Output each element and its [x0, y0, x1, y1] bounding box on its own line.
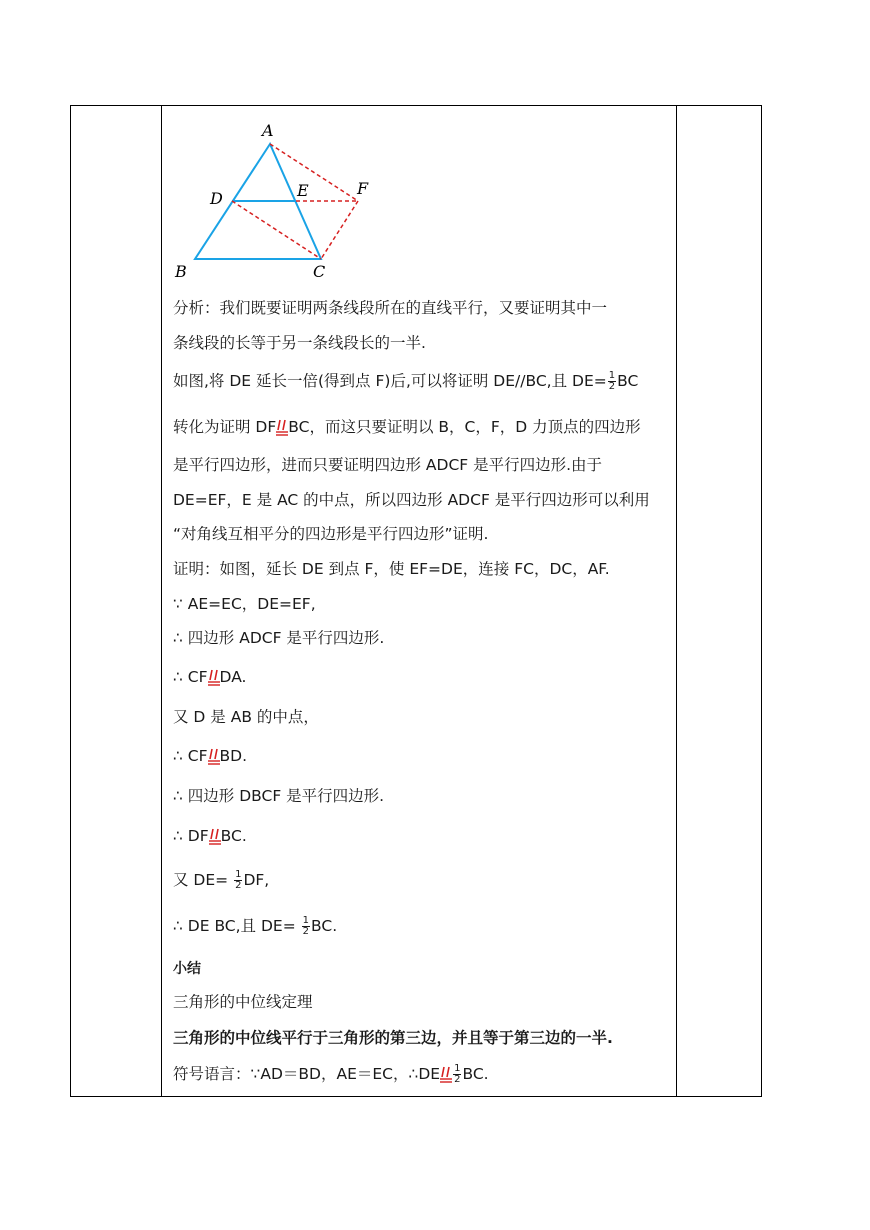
point-label-f: F: [357, 179, 369, 198]
analysis-line-3-tail: BC: [617, 372, 639, 390]
analysis-line-1: 分析：我们既要证明两条线段所在的直线平行，又要证明其中一: [173, 299, 608, 317]
analysis-line-3: [173, 371, 638, 392]
column-divider-right: [676, 106, 677, 1096]
proof-line-6: [173, 746, 247, 766]
point-label-b: B: [175, 262, 187, 281]
point-label-a: A: [262, 121, 274, 140]
analysis-line-6: DE=EF，E 是 AC 的中点，所以四边形 ADCF 是平行四边形可以利用: [173, 491, 650, 509]
proof-line-5: 又 D 是 AB 的中点，: [173, 708, 319, 726]
proof-line-9-text: 又 DE=: [173, 871, 234, 889]
proof-line-3: ∴ 四边形 ADCF 是平行四边形.: [173, 629, 385, 647]
parallel-equal-icon: [276, 419, 288, 437]
point-label-c: C: [313, 262, 326, 281]
analysis-line-5: 是平行四边形，进而只要证明四边形 ADCF 是平行四边形.由于: [173, 456, 603, 474]
fraction-half: $\frac{1}{2}$: [608, 370, 616, 392]
summary-line-1: 三角形的中位线定理: [173, 993, 313, 1011]
proof-line-6-tail: BD.: [219, 747, 248, 765]
point-label-e: E: [297, 181, 309, 200]
layout-table: [70, 105, 762, 1097]
summary-line-3-tail: BC.: [462, 1065, 489, 1083]
parallel-equal-icon: [208, 669, 220, 687]
proof-line-4-text: ∴ CF: [173, 668, 208, 686]
summary-title: 小结: [173, 961, 201, 977]
summary-line-3: [173, 1064, 489, 1085]
fraction-half: $\frac{1}{2}$: [302, 915, 310, 937]
analysis-line-2: 条线段的长等于另一条线段长的一半.: [173, 334, 426, 352]
proof-line-4-tail: DA.: [219, 668, 247, 686]
analysis-line-7: “对角线互相平分的四边形是平行四边形”证明.: [173, 525, 489, 543]
proof-line-10-tail: BC.: [311, 917, 338, 935]
analysis-line-3-text: 如图,将 DE 延长一倍(得到点 F)后,可以将证明 DE//BC,且 DE=: [173, 372, 607, 390]
proof-line-2: ∵ AE=EC，DE=EF,: [173, 595, 316, 613]
column-divider-left: [161, 106, 162, 1096]
segment-fc: [321, 201, 358, 259]
geometry-figure: [173, 116, 393, 286]
fraction-half: $\frac{1}{2}$: [235, 869, 242, 891]
proof-line-10: [173, 916, 337, 937]
proof-line-6-text: ∴ CF: [173, 747, 208, 765]
parallel-equal-icon: [440, 1066, 452, 1084]
proof-line-7: ∴ 四边形 DBCF 是平行四边形.: [173, 787, 385, 805]
proof-line-8: [173, 826, 247, 846]
proof-line-8-text: ∴ DF: [173, 827, 209, 845]
analysis-line-4-text: 转化为证明 DF: [173, 418, 277, 436]
point-label-d: D: [210, 189, 223, 208]
parallel-equal-icon: [209, 828, 221, 846]
proof-line-10-text: ∴ DE BC,且 DE=: [173, 917, 301, 935]
proof-line-8-tail: BC.: [220, 827, 247, 845]
summary-line-3-text: 符号语言：∵AD＝BD，AE＝EC，∴DE: [173, 1065, 441, 1083]
analysis-line-4-tail: BC，而这只要证明以 B，C，F，D 力顶点的四边形: [288, 418, 641, 436]
proof-line-9-tail: DF,: [243, 871, 270, 889]
proof-line-4: [173, 667, 246, 687]
parallel-equal-icon: [208, 748, 220, 766]
proof-line-9: [173, 870, 269, 891]
proof-line-1: 证明：如图，延长 DE 到点 F，使 EF=DE，连接 FC，DC，AF.: [173, 560, 610, 578]
summary-line-2: 三角形的中位线平行于三角形的第三边，并且等于第三边的一半.: [173, 1029, 613, 1047]
fraction-half: $\frac{1}{2}$: [454, 1063, 461, 1085]
analysis-line-4: [173, 417, 641, 437]
